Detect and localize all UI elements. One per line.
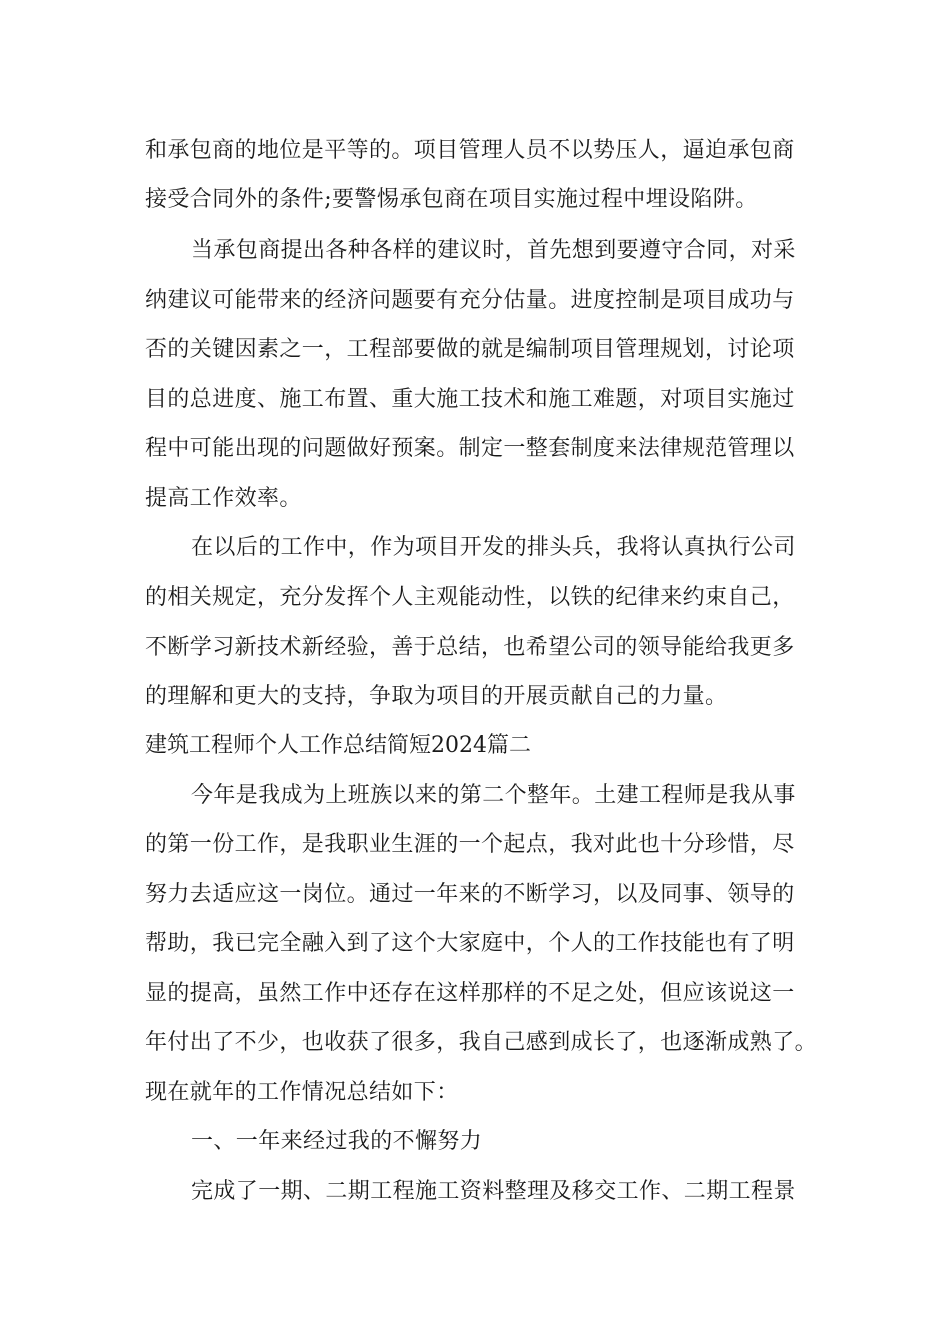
text-line-10: 的相关规定，充分发挥个人主观能动性，以铁的纪律来约束自己， [145,585,795,610]
text-line-5: 否的关键因素之一，工程部要做的就是编制项目管理规划，讨论项 [145,337,795,362]
text-line-12: 的理解和更大的支持，争取为项目的开展贡献自己的力量。 [145,684,728,709]
text-line-16: 努力去适应这一岗位。通过一年来的不断学习，以及同事、领导的 [145,882,795,907]
text-line-17: 帮助，我已完全融入到了这个大家庭中，个人的工作技能也有了明 [145,931,795,956]
text-line-3: 当承包商提出各种各样的建议时，首先想到要遵守合同，对采 [191,238,796,263]
text-line-14: 今年是我成为上班族以来的第二个整年。土建工程师是我从事 [191,783,796,808]
text-line-9: 在以后的工作中，作为项目开发的排头兵，我将认真执行公司 [191,535,796,560]
text-line-4: 纳建议可能带来的经济问题要有充分估量。进度控制是项目成功与 [145,288,795,313]
text-line-18: 显的提高，虽然工作中还存在这样那样的不足之处，但应该说这一 [145,981,795,1006]
text-line-22: 完成了一期、二期工程施工资料整理及移交工作、二期工程景 [191,1179,796,1204]
text-line-1: 和承包商的地位是平等的。项目管理人员不以势压人，逼迫承包商 [145,138,795,163]
text-line-15: 的第一份工作，是我职业生涯的一个起点，我对此也十分珍惜，尽 [145,832,795,857]
text-line-20: 现在就年的工作情况总结如下： [145,1080,459,1105]
list-item-heading: 一、一年来经过我的不懈努力 [191,1129,483,1154]
section-heading: 建筑工程师个人工作总结简短2024篇二 [145,733,531,758]
text-line-7: 程中可能出现的问题做好预案。制定一整套制度来法律规范管理以 [145,436,795,461]
text-line-2: 接受合同外的条件;要警惕承包商在项目实施过程中埋设陷阱。 [145,187,758,212]
text-line-6: 目的总进度、施工布置、重大施工技术和施工难题，对项目实施过 [145,387,795,412]
text-line-19: 年付出了不少，也收获了很多，我自己感到成长了，也逐渐成熟了。 [145,1030,818,1055]
text-line-8: 提高工作效率。 [145,486,302,511]
text-line-11: 不断学习新技术新经验，善于总结，也希望公司的领导能给我更多 [145,635,795,660]
